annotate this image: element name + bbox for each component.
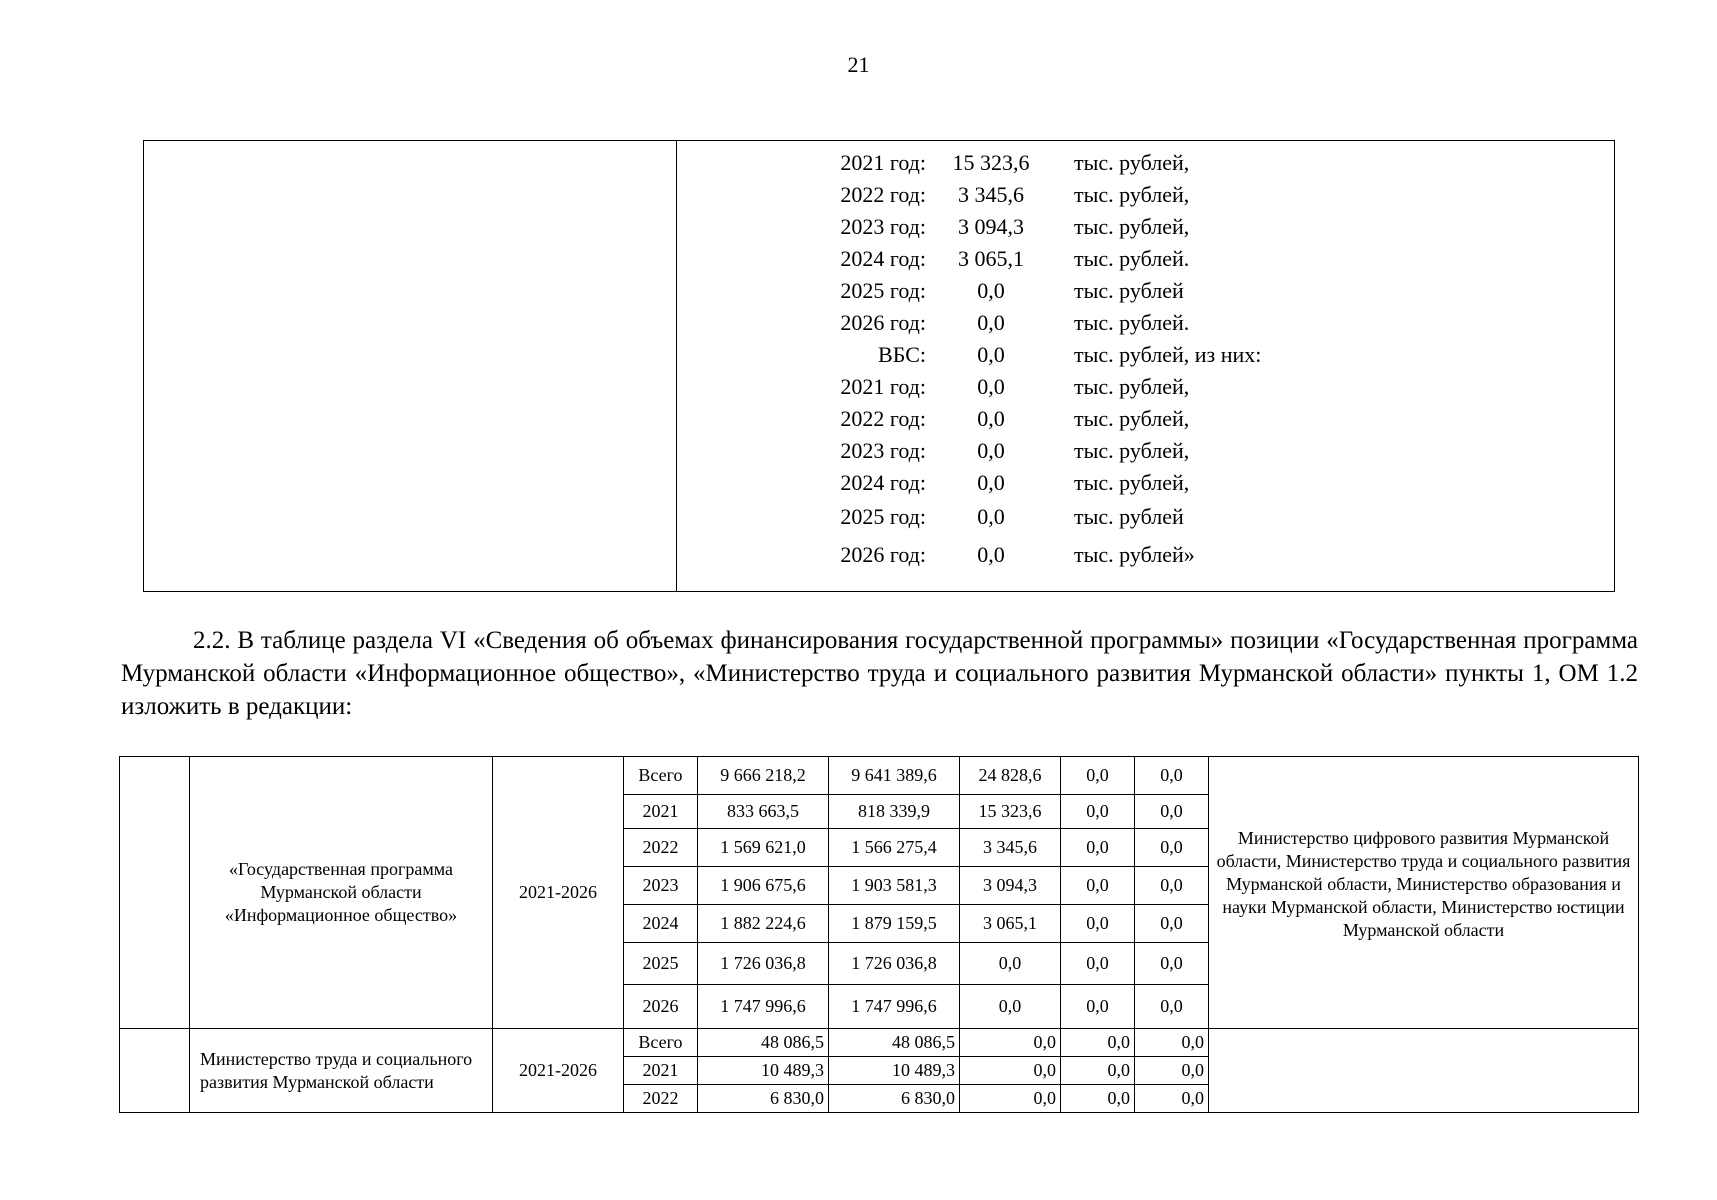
line-year: 2022 год: (840, 182, 926, 207)
year-cell: 2026 (624, 985, 698, 1029)
financing-line (826, 309, 1426, 337)
local-cell: 0,0 (1061, 1085, 1135, 1113)
line-unit: тыс. рублей» (1074, 542, 1195, 567)
other-cell: 0,0 (1135, 985, 1209, 1029)
total-cell: 6 830,0 (698, 1085, 829, 1113)
federal-cell: 0,0 (960, 1057, 1061, 1085)
local-cell: 0,0 (1061, 829, 1135, 867)
financing-line (826, 245, 1426, 273)
line-unit: тыс. рублей, (1074, 374, 1190, 399)
regional-cell: 48 086,5 (829, 1029, 960, 1057)
executor-cell: Министерство цифрового развития Мурманской области, Министерство труда и социального развития Мурманской области, Министерство образования и науки Мурманской области, Министерство юстиции Мурманской области (1209, 757, 1639, 1029)
line-unit: тыс. рублей, из них: (1074, 342, 1262, 367)
total-cell: 9 666 218,2 (698, 757, 829, 795)
local-cell: 0,0 (1061, 757, 1135, 795)
financing-line (826, 373, 1426, 401)
financing-line (826, 213, 1426, 241)
page-number: 21 (847, 52, 870, 77)
year-cell: 2023 (624, 867, 698, 905)
period-cell: 2021-2026 (493, 1029, 624, 1113)
total-cell: 48 086,5 (698, 1029, 829, 1057)
line-amount: 3 094,3 (958, 214, 1024, 239)
amendment-paragraph: 2.2. В таблице раздела VI «Сведения об объемах финансирования государственной программы» позиции «Государственная программа Мурманской области «Информационное общество», «Министерство труда и социального развития Мурманской области» пункты 1, ОМ 1.2 изложить в редакции: (121, 627, 1638, 720)
financing-line (826, 469, 1426, 497)
year-cell: 2021 (624, 1057, 698, 1085)
line-amount: 15 323,6 (952, 150, 1030, 175)
local-cell: 0,0 (1061, 1057, 1135, 1085)
local-cell: 0,0 (1061, 943, 1135, 985)
other-cell: 0,0 (1135, 1057, 1209, 1085)
line-unit: тыс. рублей, (1074, 182, 1190, 207)
executor-cell (1209, 1029, 1639, 1113)
table-row (120, 1029, 1639, 1057)
line-year: 2026 год: (840, 542, 926, 567)
line-unit: тыс. рублей (1074, 504, 1184, 529)
financing-line (826, 437, 1426, 465)
regional-cell: 10 489,3 (829, 1057, 960, 1085)
total-cell: 1 747 996,6 (698, 985, 829, 1029)
line-amount: 0,0 (977, 374, 1005, 399)
line-amount: 0,0 (977, 278, 1005, 303)
regional-cell: 1 726 036,8 (829, 943, 960, 985)
line-year: 2025 год: (840, 504, 926, 529)
total-cell: 1 726 036,8 (698, 943, 829, 985)
regional-cell: 1 903 581,3 (829, 867, 960, 905)
other-cell: 0,0 (1135, 905, 1209, 943)
table-row (120, 757, 1639, 795)
program-name-cell: «Государственная программа Мурманской области «Информационное общество» (190, 757, 493, 1029)
line-amount: 3 345,6 (958, 182, 1024, 207)
line-amount: 0,0 (977, 438, 1005, 463)
program-name-cell: Министерство труда и социального развития Мурманской области (190, 1029, 493, 1113)
line-year: 2021 год: (840, 374, 926, 399)
line-year: 2023 год: (840, 214, 926, 239)
other-cell: 0,0 (1135, 1085, 1209, 1113)
line-year: 2024 год: (840, 246, 926, 271)
line-year: 2023 год: (840, 438, 926, 463)
financing-line (826, 149, 1426, 177)
regional-cell: 9 641 389,6 (829, 757, 960, 795)
other-cell: 0,0 (1135, 795, 1209, 829)
financing-line (826, 341, 1426, 369)
regional-cell: 1 879 159,5 (829, 905, 960, 943)
year-cell: Всего (624, 757, 698, 795)
line-amount: 0,0 (977, 504, 1005, 529)
line-amount: 0,0 (977, 342, 1005, 367)
total-cell: 1 569 621,0 (698, 829, 829, 867)
line-unit: тыс. рублей, (1074, 470, 1190, 495)
federal-cell: 0,0 (960, 1085, 1061, 1113)
line-year: ВБС: (878, 342, 926, 367)
regional-cell: 1 747 996,6 (829, 985, 960, 1029)
year-cell: 2022 (624, 829, 698, 867)
federal-cell: 3 094,3 (960, 867, 1061, 905)
line-unit: тыс. рублей, (1074, 214, 1190, 239)
local-cell: 0,0 (1061, 905, 1135, 943)
financing-summary-box (143, 140, 1615, 592)
local-cell: 0,0 (1061, 795, 1135, 829)
local-cell: 0,0 (1061, 867, 1135, 905)
year-cell: 2024 (624, 905, 698, 943)
local-cell: 0,0 (1061, 985, 1135, 1029)
financing-line (826, 181, 1426, 209)
regional-cell: 6 830,0 (829, 1085, 960, 1113)
total-cell: 1 882 224,6 (698, 905, 829, 943)
total-cell: 833 663,5 (698, 795, 829, 829)
line-year: 2022 год: (840, 406, 926, 431)
financing-line (826, 503, 1426, 531)
line-unit: тыс. рублей (1074, 278, 1184, 303)
financing-line (826, 405, 1426, 433)
total-cell: 1 906 675,6 (698, 867, 829, 905)
line-unit: тыс. рублей, (1074, 406, 1190, 431)
line-amount: 3 065,1 (958, 246, 1024, 271)
federal-cell: 15 323,6 (960, 795, 1061, 829)
line-year: 2024 год: (840, 470, 926, 495)
line-unit: тыс. рублей, (1074, 150, 1190, 175)
federal-cell: 0,0 (960, 1029, 1061, 1057)
financing-line (826, 277, 1426, 305)
line-year: 2026 год: (840, 310, 926, 335)
line-amount: 0,0 (977, 542, 1005, 567)
other-cell: 0,0 (1135, 757, 1209, 795)
regional-cell: 818 339,9 (829, 795, 960, 829)
other-cell: 0,0 (1135, 867, 1209, 905)
other-cell: 0,0 (1135, 829, 1209, 867)
line-amount: 0,0 (977, 310, 1005, 335)
item-number-cell (120, 1029, 190, 1113)
financing-line (826, 541, 1426, 569)
local-cell: 0,0 (1061, 1029, 1135, 1057)
period-cell: 2021-2026 (493, 757, 624, 1029)
line-amount: 0,0 (977, 470, 1005, 495)
column-divider (676, 141, 677, 591)
federal-cell: 3 345,6 (960, 829, 1061, 867)
item-number-cell (120, 757, 190, 1029)
other-cell: 0,0 (1135, 943, 1209, 985)
federal-cell: 3 065,1 (960, 905, 1061, 943)
federal-cell: 24 828,6 (960, 757, 1061, 795)
year-cell: 2022 (624, 1085, 698, 1113)
federal-cell: 0,0 (960, 943, 1061, 985)
line-year: 2025 год: (840, 278, 926, 303)
year-cell: Всего (624, 1029, 698, 1057)
regional-cell: 1 566 275,4 (829, 829, 960, 867)
line-unit: тыс. рублей. (1074, 310, 1190, 335)
total-cell: 10 489,3 (698, 1057, 829, 1085)
line-year: 2021 год: (840, 150, 926, 175)
line-amount: 0,0 (977, 406, 1005, 431)
financing-table (119, 756, 1639, 1113)
other-cell: 0,0 (1135, 1029, 1209, 1057)
federal-cell: 0,0 (960, 985, 1061, 1029)
year-cell: 2021 (624, 795, 698, 829)
line-unit: тыс. рублей. (1074, 246, 1190, 271)
line-unit: тыс. рублей, (1074, 438, 1190, 463)
year-cell: 2025 (624, 943, 698, 985)
